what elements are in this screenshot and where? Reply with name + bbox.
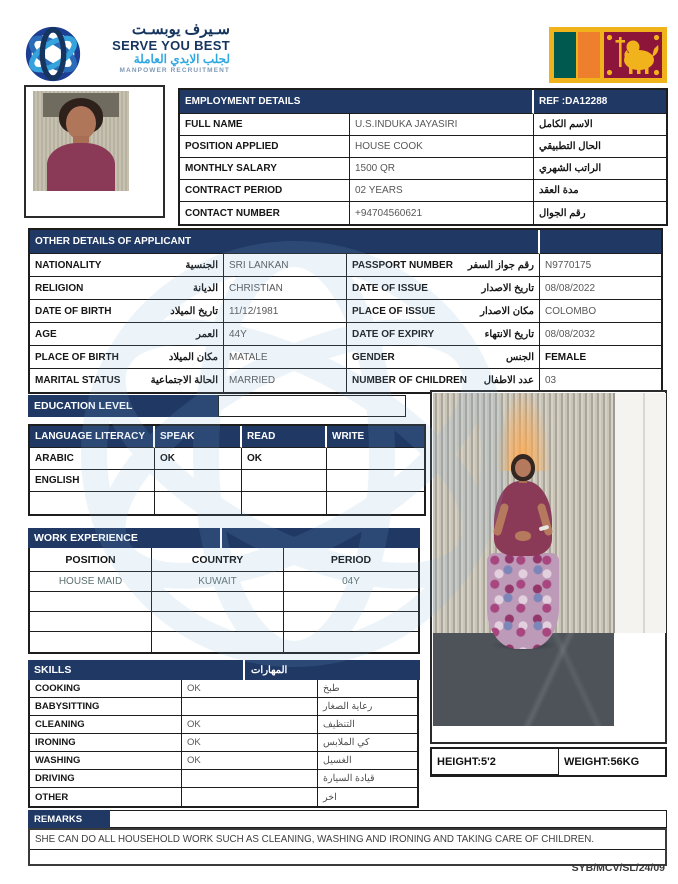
skill-label-arabic: كي الملابس [318, 734, 417, 752]
full-body-photo [433, 393, 614, 726]
write-value [327, 492, 424, 514]
applicant-details-header: OTHER DETAILS OF APPLICANT [30, 230, 540, 254]
column-header: SPEAK [155, 426, 242, 448]
column-header: PERIOD [284, 548, 418, 572]
field-value: MARRIED [224, 369, 347, 392]
field-label: DATE OF ISSUE تاريخ الاصدار [347, 277, 540, 300]
column-header: COUNTRY [152, 548, 284, 572]
experience-country: KUWAIT [152, 572, 284, 592]
language-name [30, 492, 155, 514]
applicant-face [515, 459, 531, 477]
education-level-header: EDUCATION LEVEL [28, 395, 218, 417]
field-label: DATE OF EXPIRY تاريخ الانتهاء [347, 323, 540, 346]
field-label: AGE العمر [30, 323, 224, 346]
skill-label: WASHING [30, 752, 182, 770]
field-label-arabic: الاسم الكامل [534, 114, 666, 136]
logo-knot-icon [22, 22, 84, 84]
agency-name-block [90, 22, 230, 84]
language-name: ENGLISH [30, 470, 155, 492]
skill-label-arabic: اخر [318, 788, 417, 806]
skill-value: OK [182, 716, 318, 734]
sri-lanka-flag [549, 27, 667, 83]
language-name: ARABIC [30, 448, 155, 470]
skills-header: SKILLS المهارات [28, 660, 420, 680]
field-value: +94704560621 [350, 202, 534, 224]
skill-label-arabic: قيادة السيارة [318, 770, 417, 788]
field-value: 08/08/2022 [540, 277, 661, 300]
skill-label-arabic: التنظيف [318, 716, 417, 734]
skill-label: DRIVING [30, 770, 182, 788]
applicant-shirt [47, 143, 115, 191]
document-reference-code: SYB/MCV/SL/24/09 [571, 862, 665, 874]
skill-value [182, 698, 318, 716]
skills-header-arabic: المهارات [251, 664, 288, 676]
field-label-arabic: رقم الجوال [534, 202, 666, 224]
remarks-header: REMARKS [28, 810, 110, 828]
field-label-arabic: الراتب الشهري [534, 158, 666, 180]
field-label: PLACE OF BIRTH مكان الميلاد [30, 346, 224, 369]
height-value: HEIGHT:5'2 [432, 749, 559, 775]
remarks-table [28, 828, 667, 866]
field-value: SRI LANKAN [224, 254, 347, 277]
field-value: HOUSE COOK [350, 136, 534, 158]
agency-name-arabic: سـيرف يوبسـت [131, 21, 230, 38]
field-label-arabic: مدة العقد [534, 180, 666, 202]
read-value: OK [242, 448, 327, 470]
field-value: 11/12/1981 [224, 300, 347, 323]
experience-country [152, 592, 284, 612]
experience-position [30, 632, 152, 652]
experience-period [284, 592, 418, 612]
field-label: RELIGION الديانة [30, 277, 224, 300]
skill-value [182, 770, 318, 788]
work-experience-table [28, 548, 420, 654]
experience-period: 04Y [284, 572, 418, 592]
field-label: MONTHLY SALARY [180, 158, 350, 180]
photo-door [613, 393, 666, 633]
agency-tagline: MANPOWER RECRUITMENT [119, 66, 230, 74]
skill-label-arabic: رعاية الصغار [318, 698, 417, 716]
field-label: NATIONALITY الجنسية [30, 254, 224, 277]
agency-name: SERVE YOU BEST [112, 37, 230, 53]
field-value: 44Y [224, 323, 347, 346]
applicant-hands [515, 531, 531, 541]
field-label: NUMBER OF CHILDREN عدد الاطفال [347, 369, 540, 392]
education-level-row [28, 395, 406, 417]
field-value: 08/08/2032 [540, 323, 661, 346]
experience-position [30, 612, 152, 632]
skills-table [28, 680, 419, 808]
work-experience-header: WORK EXPERIENCE [28, 528, 420, 548]
ref-number: REF :DA12288 [534, 90, 666, 114]
applicant-details-table [28, 228, 663, 394]
field-label: PASSPORT NUMBER رقم جواز السفر [347, 254, 540, 277]
experience-position [30, 592, 152, 612]
field-value: COLOMBO [540, 300, 661, 323]
write-value [327, 470, 424, 492]
applicant-face [66, 106, 96, 140]
skill-label: BABYSITTING [30, 698, 182, 716]
column-header: READ [242, 426, 327, 448]
applicant-skirt [487, 553, 559, 649]
remarks-header-spacer [110, 810, 667, 828]
field-value: 1500 QR [350, 158, 534, 180]
read-value [242, 470, 327, 492]
field-label: DATE OF BIRTH تاريخ الميلاد [30, 300, 224, 323]
employment-details-header: EMPLOYMENT DETAILS [180, 90, 534, 114]
skill-label-arabic: الغسيل [318, 752, 417, 770]
field-label: POSITION APPLIED [180, 136, 350, 158]
speak-value: OK [155, 448, 242, 470]
skill-value: OK [182, 734, 318, 752]
skill-label: OTHER [30, 788, 182, 806]
experience-country [152, 632, 284, 652]
education-level-value [218, 395, 406, 417]
employment-details-table [178, 88, 668, 226]
column-header: LANGUAGE LITERACY [30, 426, 155, 448]
remarks-text: SHE CAN DO ALL HOUSEHOLD WORK SUCH AS CLEANING, WASHING AND IRONING AND TAKING CARE OF CHILDREN. [30, 830, 665, 850]
field-value: 02 YEARS [350, 180, 534, 202]
skill-value: OK [182, 680, 318, 698]
field-label: GENDER الجنس [347, 346, 540, 369]
skill-label-arabic: طبخ [318, 680, 417, 698]
field-value: U.S.INDUKA JAYASIRI [350, 114, 534, 136]
weight-value: WEIGHT:56KG [559, 749, 665, 775]
field-value: 03 [540, 369, 661, 392]
passport-photo-frame [24, 85, 165, 218]
field-value: CHRISTIAN [224, 277, 347, 300]
passport-photo [33, 91, 129, 191]
skill-label: IRONING [30, 734, 182, 752]
agency-tagline-arabic: لجلب الايدي العاملة [133, 52, 230, 67]
field-label: PLACE OF ISSUE مكان الاصدار [347, 300, 540, 323]
skill-value [182, 788, 318, 806]
remarks-header-row [28, 810, 667, 828]
physical-details-row [430, 747, 667, 777]
read-value [242, 492, 327, 514]
field-value: FEMALE [540, 346, 661, 369]
field-label: FULL NAME [180, 114, 350, 136]
experience-position: HOUSE MAID [30, 572, 152, 592]
experience-period [284, 632, 418, 652]
field-label: MARITAL STATUS الحالة الاجتماعية [30, 369, 224, 392]
column-header: WRITE [327, 426, 424, 448]
speak-value [155, 470, 242, 492]
field-label: CONTRACT PERIOD [180, 180, 350, 202]
field-value: N9770175 [540, 254, 661, 277]
full-body-photo-frame [430, 390, 667, 744]
field-label-arabic: الحال التطبيقي [534, 136, 666, 158]
write-value [327, 448, 424, 470]
experience-country [152, 612, 284, 632]
speak-value [155, 492, 242, 514]
skill-label: COOKING [30, 680, 182, 698]
language-literacy-table [28, 424, 426, 516]
experience-period [284, 612, 418, 632]
column-header: POSITION [30, 548, 152, 572]
agency-logo [22, 22, 230, 84]
skill-label: CLEANING [30, 716, 182, 734]
applicant-details-header-spacer [540, 230, 661, 254]
skill-value: OK [182, 752, 318, 770]
field-value: MATALE [224, 346, 347, 369]
field-label: CONTACT NUMBER [180, 202, 350, 224]
